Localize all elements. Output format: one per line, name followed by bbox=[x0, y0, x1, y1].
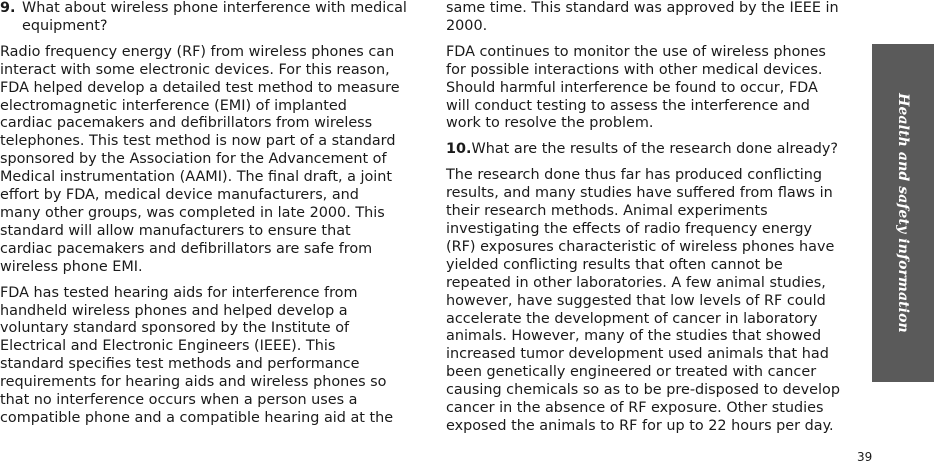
paragraph-hearing-aids: FDA has tested hearing aids for interference from handheld wireless phones and helped develop a voluntary standard sponsored by the Institute of Electrical and Electronic Engineers (IEEE). This standard specifies test methods and performance requirements for hearing aids and wireless phones so that no interference occurs when a person uses a compatible phone and a compatible hearing aid at the bbox=[0, 284, 394, 426]
paragraph-continued: same time. This standard was approved by the IEEE in 2000. bbox=[446, 0, 839, 34]
section-side-tab bbox=[872, 44, 934, 382]
question-text: What about wireless phone interference with medical equipment? bbox=[22, 0, 407, 34]
question-text: What are the results of the research done already? bbox=[471, 141, 839, 158]
right-column bbox=[446, 0, 862, 436]
question-10 bbox=[446, 141, 862, 159]
paragraph-fda-monitoring: FDA continues to monitor the use of wireless phones for possible interactions with other medical devices. Should harmful interference be found to occur, FDA will conduct testing to assess the interference and work to resolve the problem. bbox=[446, 43, 826, 132]
paragraph-rf-emi: Radio frequency energy (RF) from wireless phones can interact with some electronic devices. For this reason, FDA helped develop a detailed test method to measure electromagnetic interference (EMI) of implanted cardiac pacemakers and defibrillators from wireless telephones. This test method is now part of a standard sponsored by the Association for the Advancement of Medical instrumentation (AAMI). The final draft, a joint effort by FDA, medical device manufacturers, and many other groups, was completed in late 2000. This standard will allow manufacturers to ensure that cardiac pacemakers and defibrillators are safe from wireless phone EMI. bbox=[0, 43, 400, 275]
section-tab-label: Health and safety information bbox=[895, 93, 911, 333]
left-column bbox=[0, 0, 408, 428]
question-9 bbox=[0, 0, 408, 36]
paragraph-research-results: The research done thus far has produced conflicting results, and many studies have suffered from flaws in their research methods. Animal experiments investigating the effects of radio frequency energy (RF) exposures characteristic of wireless phones have yielded conflicting results that often cannot be repeated in other laboratories. A few animal studies, however, have suggested that low levels of RF could accelerate the development of cancer in laboratory animals. However, many of the studies that showed increased tumor development used animals that had been genetically engineered or treated with cancer causing chemicals so as to be pre-disposed to develop cancer in the absence of RF exposure. Other studies exposed the animals to RF for up to 22 hours per day. bbox=[446, 167, 840, 434]
question-number: 10. bbox=[446, 141, 472, 158]
page-number: 39 bbox=[857, 450, 873, 464]
question-number: 9. bbox=[0, 0, 16, 16]
